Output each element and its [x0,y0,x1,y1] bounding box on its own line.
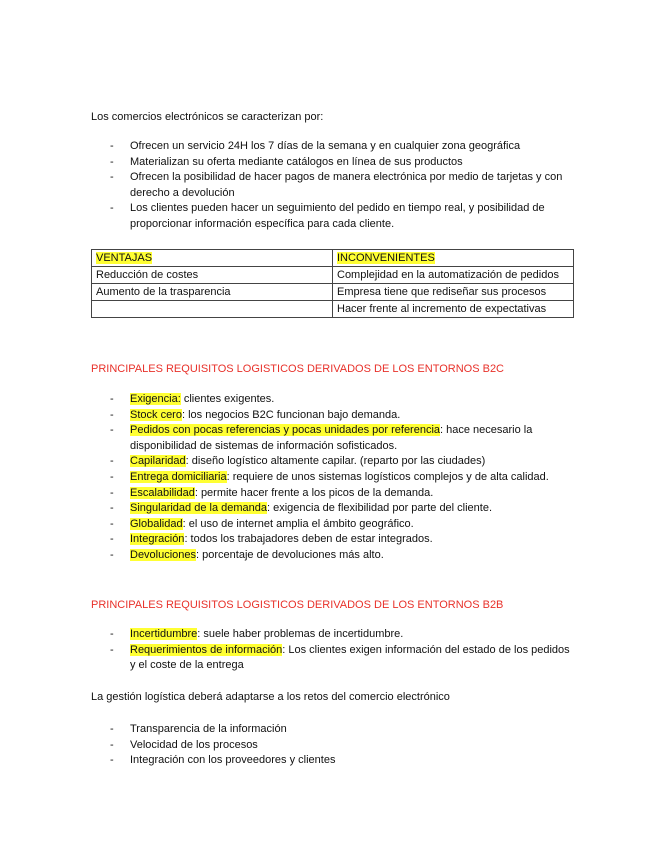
term-highlight: Devoluciones [130,548,197,561]
term-highlight: Capilaridad [130,455,186,468]
list-item: - Ofrecen un servicio 24H los 7 días de la semana y en cualquier zona geográfica [91,139,571,155]
bullet-dash: - [110,738,114,751]
list-item: - Pedidos con pocas referencias y pocas unidades por referencia: hace necesario la disponibilidad de sistemas de información sofisticados. [110,424,533,452]
list-item: - Materializan su oferta mediante catálogos en línea de sus productos [91,155,571,171]
list-item: - Devoluciones: porcentaje de devoluciones más alto. [91,548,571,564]
table-header-cell: VENTAJAS [92,250,333,267]
bullet-dash: - [110,533,114,546]
term-highlight: Escalabilidad [130,486,195,499]
table-cell [92,301,333,318]
list-item: - Singularidad de la demanda: exigencia de flexibilidad por parte del cliente. [91,501,571,517]
advantages-table [91,249,574,318]
bullet-dash: - [110,155,114,168]
bullet-dash: - [110,517,114,530]
table-header-cell: INCONVENIENTES [333,250,574,267]
b2b-heading: PRINCIPALES REQUISITOS LOGISTICOS DERIVADOS DE LOS ENTORNOS B2B [91,599,504,611]
gestion-text: La gestión logística deberá adaptarse a los retos del comercio electrónico [91,691,450,703]
table-cell: Hacer frente al incremento de expectativas [333,301,574,318]
term-highlight: Entrega domiciliaria [130,470,227,483]
intro-list [91,139,571,233]
table-row [92,284,574,301]
table-cell: Complejidad en la automatización de pedidos [333,267,574,284]
term-highlight: Requerimientos de información [130,643,283,656]
bullet-dash: - [110,393,114,405]
bullet-dash: - [110,643,114,656]
list-item: - Velocidad de los procesos [91,738,571,754]
list-item: - Escalabilidad: permite hacer frente a los picos de la demanda. [91,486,571,502]
b2c-heading: PRINCIPALES REQUISITOS LOGISTICOS DERIVADOS DE LOS ENTORNOS B2C [91,363,505,375]
term-highlight: Singularidad de la demanda [130,502,267,515]
bullet-dash: - [110,140,114,152]
table-row [92,301,574,318]
list-item: - Stock cero: los negocios B2C funcionan bajo demanda. [91,408,571,424]
list-item: - Ofrecen la posibilidad de hacer pagos de manera electrónica por medio de tarjetas y con derecho a devolución [110,171,563,199]
list-item: - Transparencia de la información [91,722,571,738]
term-highlight: Incertidumbre [130,628,198,640]
bullet-dash: - [110,502,114,515]
term-highlight: Pedidos con pocas referencias y pocas unidades por referencia [130,424,441,437]
list-item: - Globalidad: el uso de internet amplia el ámbito geográfico. [91,517,571,533]
table-header-row [92,250,574,267]
bullet-dash: - [110,202,114,215]
bullet-dash: - [110,424,114,437]
bullet-dash: - [110,548,114,561]
term-highlight: Globalidad [130,517,183,530]
bullet-dash: - [110,171,114,184]
bullet-dash: - [110,628,114,640]
list-item: - Incertidumbre: suele haber problemas de incertidumbre. [91,627,571,643]
table-cell: Reducción de costes [92,267,333,284]
b2b-list [91,627,571,674]
term-highlight: Exigencia: [130,393,181,405]
bullet-dash: - [110,470,114,483]
bullet-dash: - [110,455,114,468]
table-row [92,267,574,284]
bullet-dash: - [110,408,114,421]
bullet-dash: - [110,754,114,767]
table-cell: Empresa tiene que rediseñar sus procesos [333,284,574,301]
intro-text: Los comercios electrónicos se caracterizan por: [91,111,324,123]
table-cell: Aumento de la trasparencia [92,284,333,301]
term-highlight: Integración [130,533,185,546]
list-item: - Exigencia: clientes exigentes. [91,392,571,408]
list-item: - Los clientes pueden hacer un seguimiento del pedido en tiempo real, y posibilidad de proporcionar información específica para cada cliente. [110,202,545,230]
term-highlight: Stock cero [130,408,182,421]
bullet-dash: - [110,486,114,499]
list-item: - Capilaridad: diseño logístico altamente capilar. (reparto por las ciudades) [91,454,571,470]
list-item: - Integración con los proveedores y clientes [91,753,571,769]
bullet-dash: - [110,723,114,735]
b2c-list [91,392,571,564]
gestion-list [91,722,571,769]
list-item: - Requerimientos de información: Los clientes exigen información del estado de los pedidos y el coste de la entrega [110,643,570,672]
list-item: - Integración: todos los trabajadores deben de estar integrados. [91,532,571,548]
list-item: - Entrega domiciliaria: requiere de unos sistemas logísticos complejos y de alta calidad. [91,470,571,486]
